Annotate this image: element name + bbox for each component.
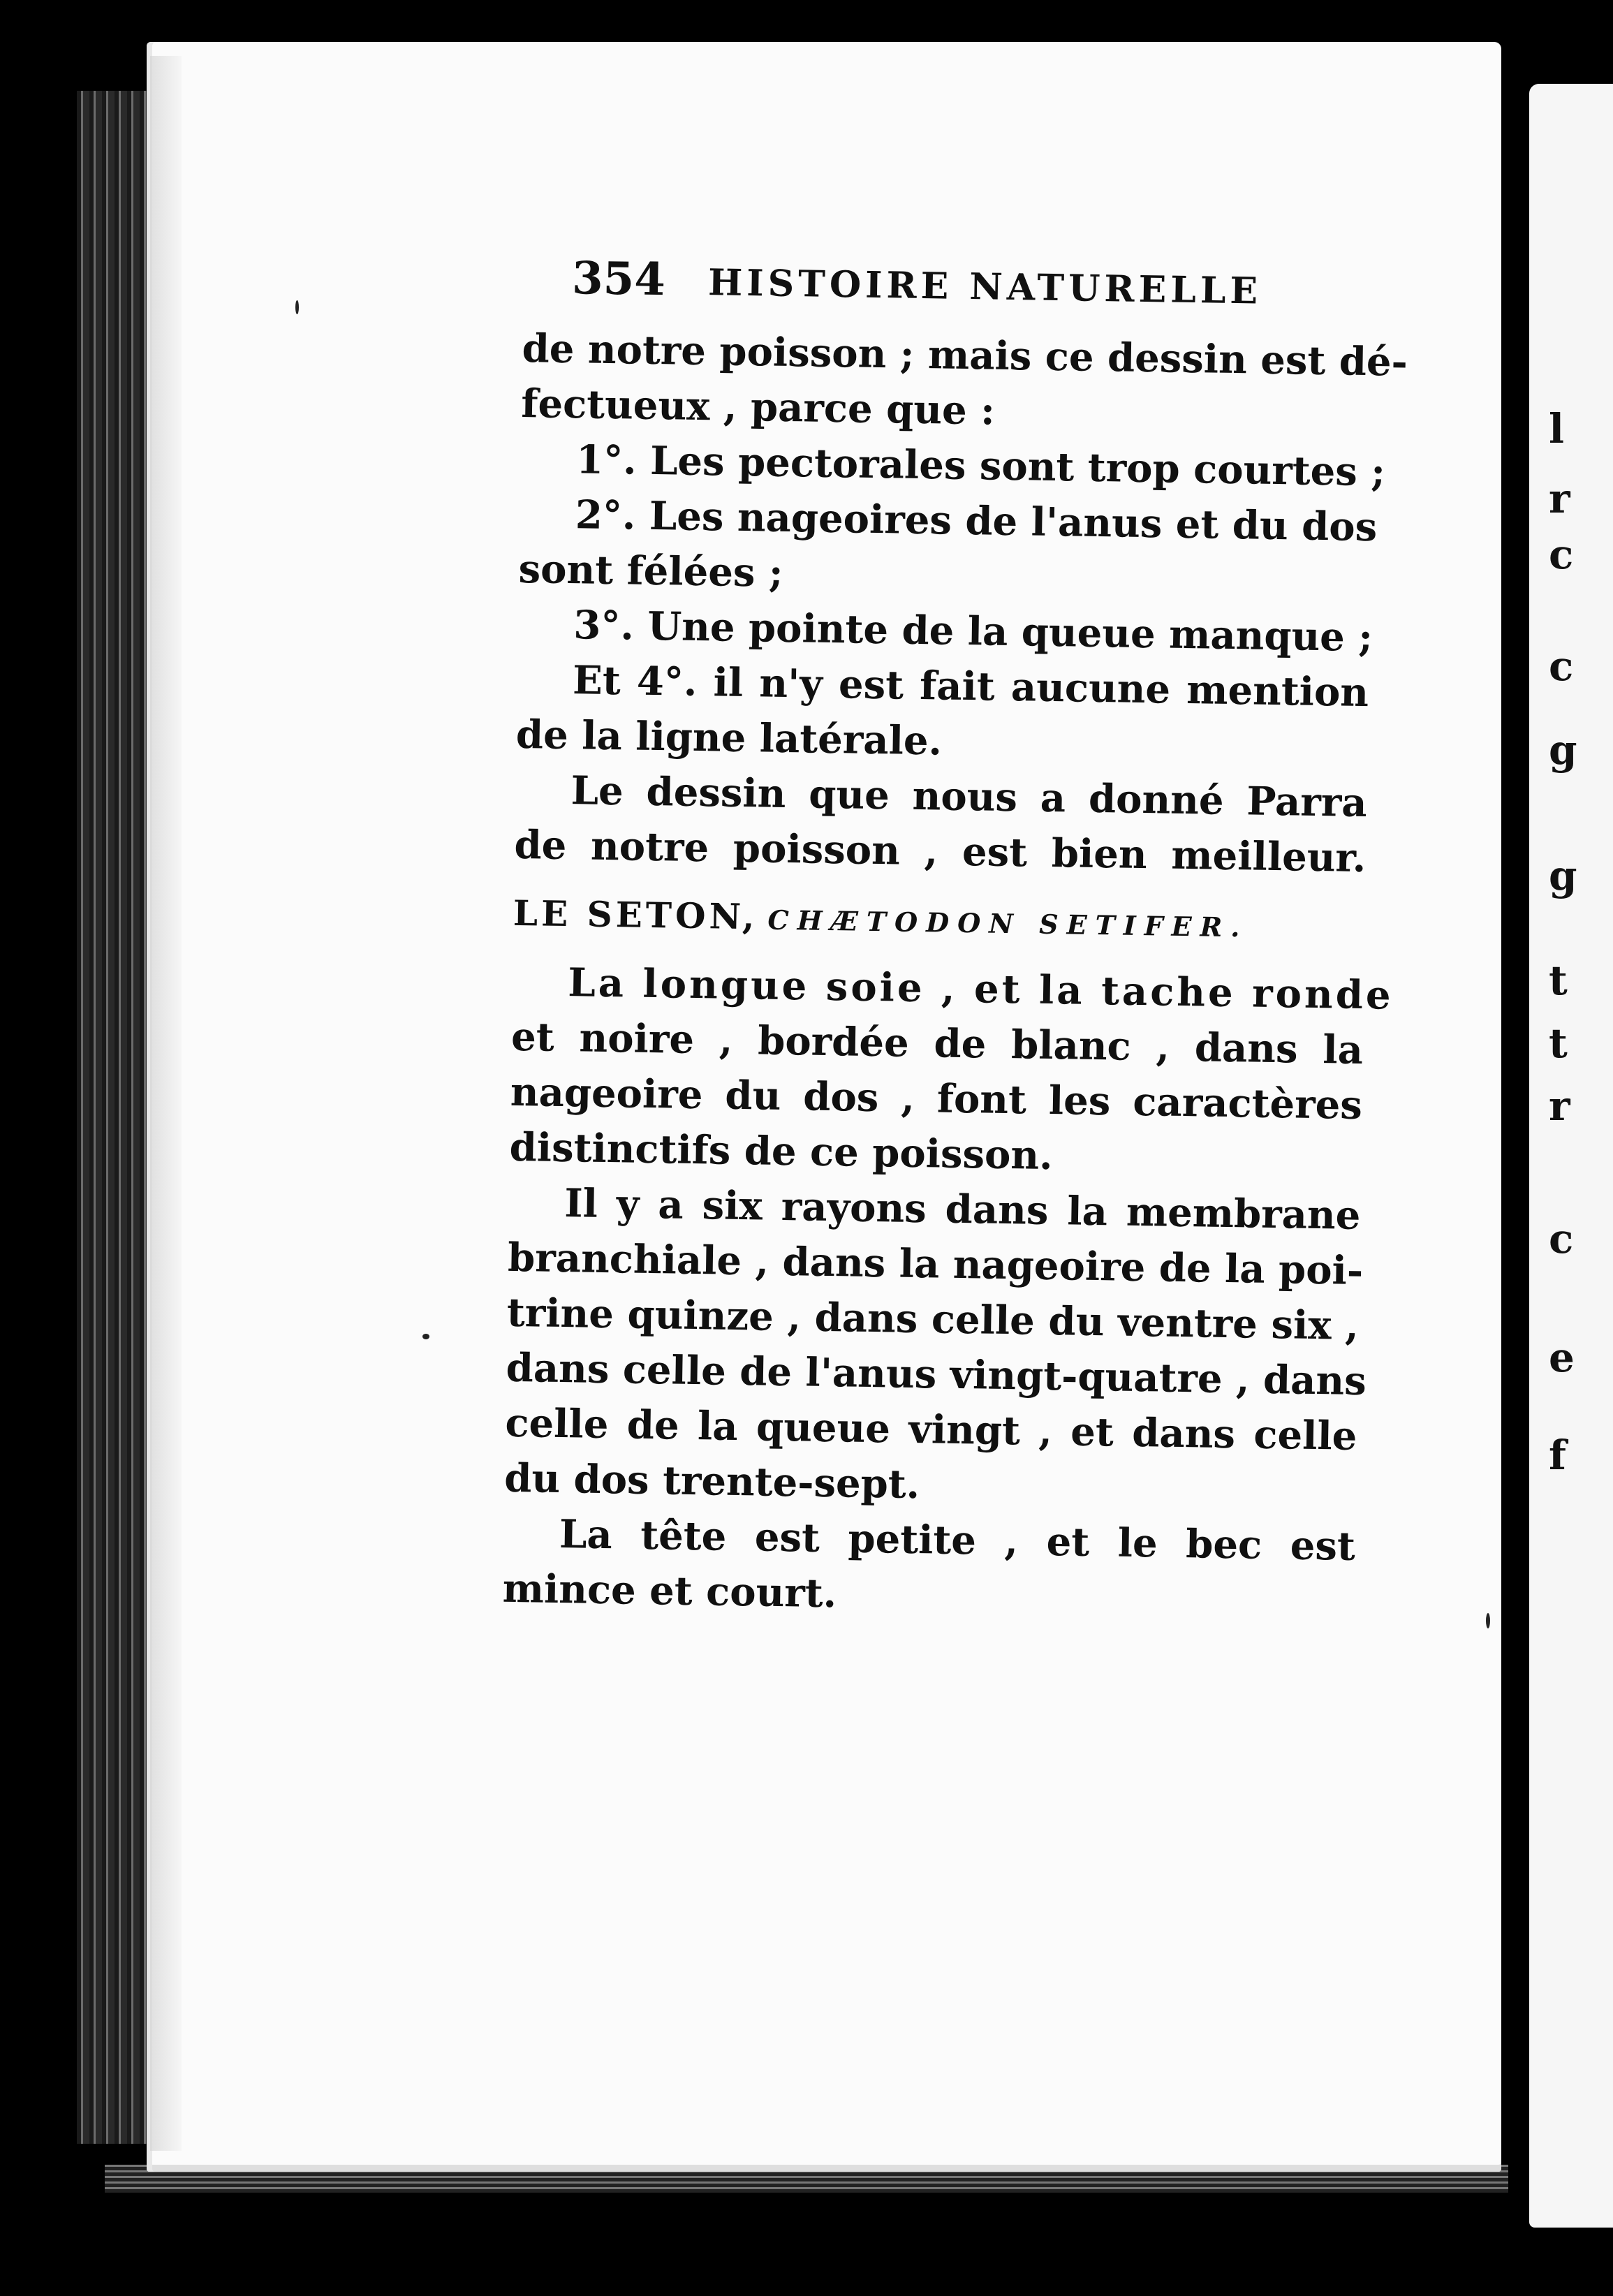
list-item-continuation: sont félées ; [518, 545, 784, 596]
section-heading [513, 892, 1365, 947]
list-item: 2°. Les nageoires de l'anus et du dos [575, 492, 1378, 551]
text-line: Le dessin que nous a donné Parra [570, 767, 1368, 827]
text-line: nageoire du dos , font les caractères [510, 1068, 1363, 1129]
paragraph-description [509, 955, 1394, 1189]
text-line: La tête est petite , et le bec est [559, 1511, 1356, 1570]
facing-page-fragment: r [1549, 1082, 1570, 1130]
paragraph-fin-rays [503, 1175, 1367, 1519]
facing-page-fragment: c [1549, 531, 1574, 578]
text-line: branchiale , dans la nageoire de la poi- [507, 1234, 1364, 1295]
text-line: Il y a six rayons dans la membrane [564, 1180, 1361, 1239]
species-name: CHÆTODON SETIFER. [767, 904, 1249, 943]
facing-page-fragment: e [1549, 1334, 1575, 1381]
ink-speck [422, 1334, 429, 1339]
text-line: distinctifs de ce poisson. [509, 1124, 1054, 1179]
facing-page-fragment: t [1549, 1020, 1568, 1067]
text-line: et noire , bordée de blanc , dans la [510, 1013, 1364, 1074]
text-line: La longue soie , et la tache ronde [567, 959, 1394, 1019]
running-header [522, 244, 1376, 334]
facing-page-fragment: g [1549, 726, 1577, 774]
text-line: fectueux , parce que : [520, 380, 996, 434]
list-item-continuation: de la ligne latérale. [515, 711, 943, 765]
text-line: de notre poisson ; mais ce dessin est dé- [522, 325, 1408, 385]
text-line: mince et court. [502, 1565, 837, 1617]
defect-list [515, 432, 1386, 776]
text-line: celle de la queue vingt , et dans celle [504, 1399, 1357, 1459]
text-line: trine quinze , dans celle du ventre six , [506, 1289, 1360, 1349]
facing-page-fragment: l [1549, 405, 1565, 452]
page-fold-shadow [150, 56, 182, 2151]
ink-speck [1486, 1613, 1490, 1628]
facing-page-fragment: f [1549, 1432, 1566, 1479]
text-line: du dos trente-sept. [503, 1455, 920, 1508]
paragraph-continuation [520, 321, 1408, 445]
list-item: 3°. Une pointe de la queue manque ; [573, 602, 1373, 661]
page-number: 354 [571, 252, 666, 307]
facing-page-fragment: g [1549, 852, 1577, 899]
facing-page-fragment: c [1549, 1215, 1574, 1263]
ink-speck [295, 300, 299, 314]
facing-page-fragment: r [1549, 475, 1570, 522]
facing-page [1529, 84, 1613, 2228]
book-spine-edge [77, 91, 147, 2144]
paragraph-head [502, 1506, 1355, 1630]
facing-page-fragment: t [1549, 957, 1568, 1004]
page-text-block [502, 244, 1408, 1630]
running-title: HISTOIRE NATURELLE [707, 261, 1262, 313]
section-title: LE SETON, [513, 892, 758, 938]
text-line: de notre poisson , est bien meilleur. [513, 821, 1367, 882]
list-item: 1°. Les pectorales sont trop courtes ; [575, 436, 1386, 496]
list-item: Et 4°. il n'y est fait aucune mention [572, 657, 1369, 716]
facing-page-fragment: c [1549, 642, 1574, 690]
paragraph-parra [514, 763, 1367, 886]
text-line: dans celle de l'anus vingt-quatre , dans [506, 1344, 1367, 1405]
